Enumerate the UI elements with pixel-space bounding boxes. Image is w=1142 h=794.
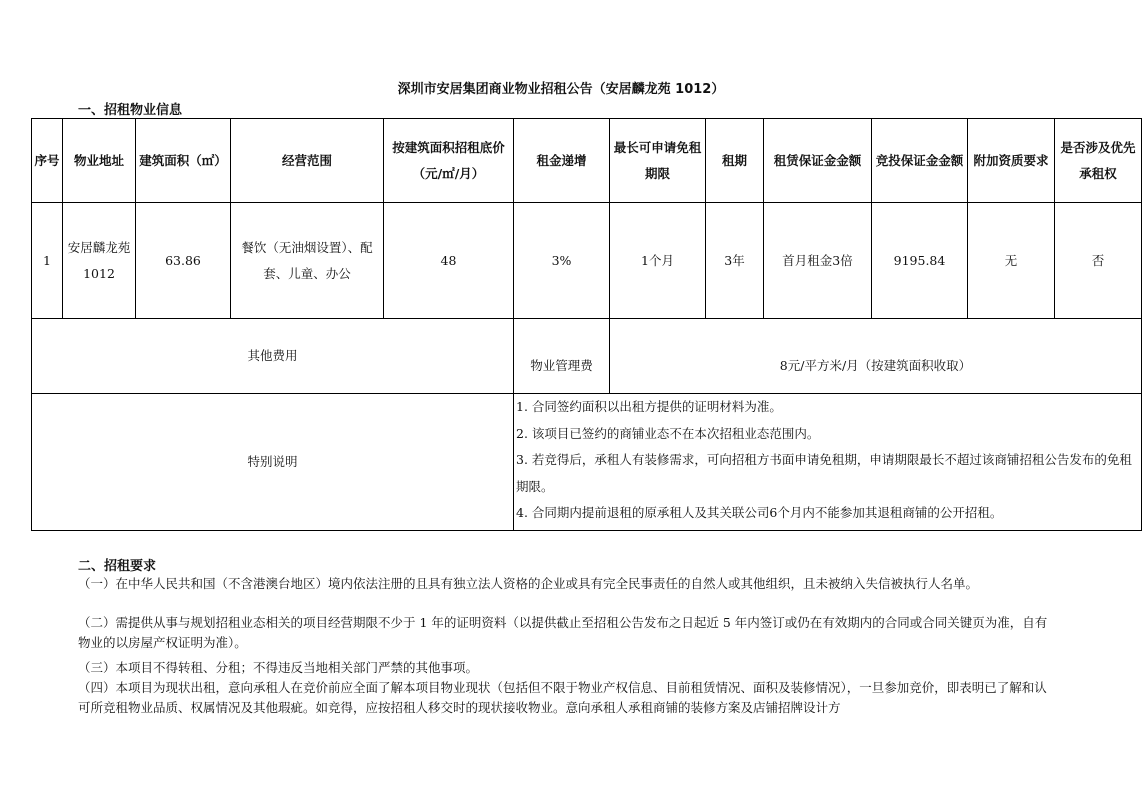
special-notes-cell xyxy=(514,394,1142,531)
cell-bid-deposit: 9195.84 xyxy=(872,203,968,319)
other-fees-row xyxy=(32,319,1142,394)
section-heading-requirements: 二、招租要求 xyxy=(78,559,157,574)
cell-qualification: 无 xyxy=(968,203,1055,319)
requirement-item: （四）本项目为现状出租，意向承租人在竞价前应全面了解本项目物业现状（包括但不限于物业产权信息、目前租赁情况、面积及装修情况），一旦参加竞价，即表明已了解和认可所竞租物业品质、权属情况及其他瑕疵。如竞得，应按招租人移交时的现状接收物业。意向承租人承租商铺的装修方案及店铺招牌设计方 xyxy=(78,680,1047,715)
cell-lease-term: 3年 xyxy=(706,203,764,319)
mgmt-fee-value: 8元/平方米/月（按建筑面积收取） xyxy=(610,319,1142,394)
table-row xyxy=(32,203,1142,319)
section-heading-property-info: 一、招租物业信息 xyxy=(78,103,183,118)
requirement-item: （二）需提供从事与规划招租业态相关的项目经营期限不少于 1 年的证明资料（以提供截止至招租公告发布之日起近 5 年内签订或仍在有效期内的合同或合同关键页为准，自有物业的以房屋产权证明为准）。 xyxy=(78,615,1048,650)
special-notes-label: 特别说明 xyxy=(32,394,514,531)
cell-rent-increase: 3% xyxy=(514,203,610,319)
special-notes-row xyxy=(32,394,1142,531)
other-fees-label: 其他费用 xyxy=(32,319,514,394)
cell-business-scope: 餐饮（无油烟设置）、配套、儿童、办公 xyxy=(231,203,384,319)
cell-lease-deposit: 首月租金3倍 xyxy=(764,203,872,319)
cell-priority-right: 否 xyxy=(1055,203,1142,319)
property-table xyxy=(31,118,1142,531)
requirement-item: （一）在中华人民共和国（不含港澳台地区）境内依法注册的且具有独立法人资格的企业或具有完全民事责任的自然人或其他组织，且未被纳入失信被执行人名单。 xyxy=(78,576,979,591)
cell-base-price: 48 xyxy=(384,203,514,319)
header-cell-rent-free-period: 最长可申请免租期限 xyxy=(610,119,706,203)
header-cell-qualification: 附加资质要求 xyxy=(968,119,1055,203)
table-header-row xyxy=(32,119,1142,203)
header-cell-bid-deposit: 竞投保证金金额 xyxy=(872,119,968,203)
header-cell-address: 物业地址 xyxy=(63,119,136,203)
cell-address: 安居麟龙苑1012 xyxy=(63,203,136,319)
header-cell-rent-increase: 租金递增 xyxy=(514,119,610,203)
cell-area: 63.86 xyxy=(136,203,231,319)
special-note-item: 4. 合同期内提前退租的原承租人及其关联公司6个月内不能参加其退租商铺的公开招租。 xyxy=(516,505,1003,520)
mgmt-fee-label: 物业管理费 xyxy=(514,319,610,394)
header-cell-priority-right: 是否涉及优先承租权 xyxy=(1055,119,1142,203)
special-note-item: 1. 合同签约面积以出租方提供的证明材料为准。 xyxy=(516,399,782,414)
requirement-item: （三）本项目不得转租、分租；不得违反当地相关部门严禁的其他事项。 xyxy=(78,660,479,675)
header-cell-lease-term: 租期 xyxy=(706,119,764,203)
special-note-item: 2. 该项目已签约的商铺业态不在本次招租业态范围内。 xyxy=(516,425,820,441)
cell-rent-free-period: 1个月 xyxy=(610,203,706,319)
page-title: 深圳市安居集团商业物业招租公告（安居麟龙苑 1012） xyxy=(397,82,725,97)
header-cell-lease-deposit: 租赁保证金金额 xyxy=(764,119,872,203)
header-cell-index: 序号 xyxy=(32,119,63,203)
special-note-item: 3. 若竞得后，承租人有装修需求，可向招租方书面申请免租期，申请期限最长不超过该商铺招租公告发布的免租期限。 xyxy=(516,452,1132,494)
cell-index: 1 xyxy=(32,203,63,319)
header-cell-area: 建筑面积（㎡） xyxy=(136,119,231,203)
header-cell-base-price: 按建筑面积招租底价（元/㎡/月） xyxy=(384,119,514,203)
header-cell-business-scope: 经营范围 xyxy=(231,119,384,203)
